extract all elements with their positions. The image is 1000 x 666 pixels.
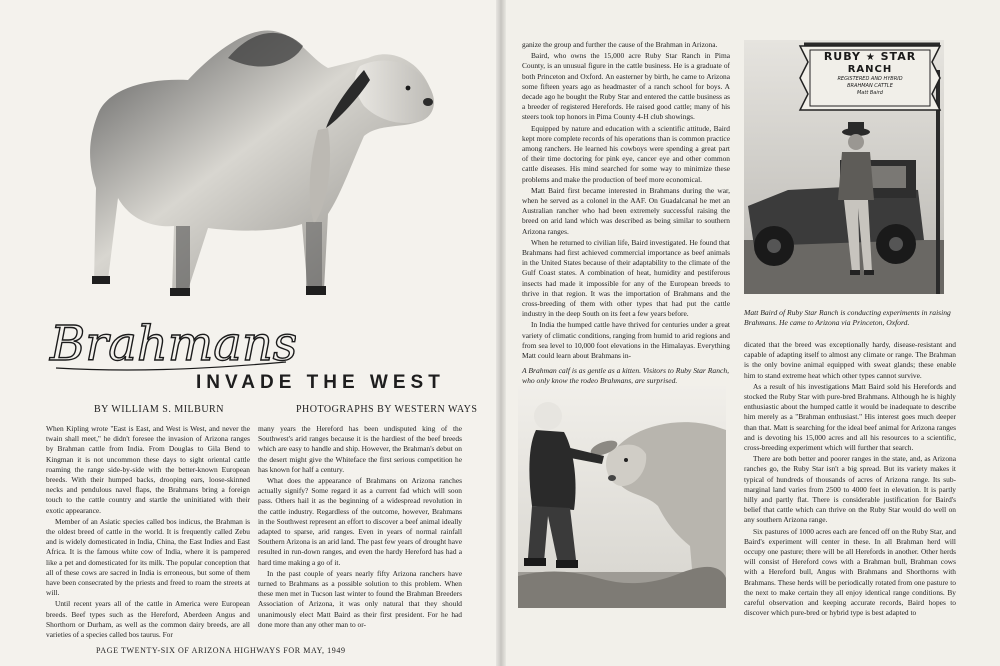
star-icon: ★ [865, 52, 876, 63]
page-footer: PAGE TWENTY-SIX OF ARIZONA HIGHWAYS FOR MAY, 1949 [96, 646, 346, 655]
right-page [500, 0, 1000, 666]
calf-photo-caption: A Brahman calf is as gentle as a kitten. Visitors to Ruby Star Ranch, who only know the rodeo Brahmans, are surprised. [522, 366, 730, 385]
paragraph: many years the Hereford has been undisputed king of the Southwest's arid ranges because it is the hardiest of the beef breeds which are easy to handle and ship. However, the Brahman's debut on the desert might give the Whiteface the first serious competition he has known for half a century. [258, 424, 462, 474]
paragraph: Six pastures of 1000 acres each are fenced off on the Ruby Star, and Baird's experiment will center in these. In all Brahman herd will occupy one pasture; there will be all Herefords in another. Other herds will consist of Hereford cows with a Brahman bull, Brahman cows with a Hereford bull, Angus with Brahmans and Shorthorns with Brahmans. These herds will be periodically rotated from one pasture to the next to make certain they all enjoy identical range conditions. By careful observation and keeping accurate records, Baird hopes to discover which pure-bred or hybrid type is best adapted to [744, 526, 956, 618]
photographer-credit: PHOTOGRAPHS BY WESTERN WAYS [296, 404, 478, 415]
sign-ruby: RUBY [823, 50, 861, 63]
paragraph: Matt Baird first became interested in Brahmans during the war, when he served as a colonel in the AAF. On Guadalcanal he met an Australian rancher who had been extremely successful raising the breed on arid land which was described as being similar to southern Arizona ranges. [522, 185, 730, 236]
sign-owner: Matt Baird [856, 90, 883, 96]
paragraph: dicated that the breed was exceptionally hardy, disease-resistant and capable of adapting itself to almost any climate or range. The Brahman is the only bovine animal equipped with sweat glands; these enable him to stand extreme heat which other types cannot survive. [744, 340, 956, 380]
paragraph: What does the appearance of Brahmans on Arizona ranches actually signify? Some regard it as a current fad which will soon pass. Others hail it as the beginning of a widespread revolution in the cattle industry. Regardless of the outcome, however, Brahmans in the Southwest represent an effort to discover a beef animal ideally adapted to sparse, arid ranges. Even in years of normal rainfall Southern Arizona is an arid land. The past few years of drought have resulted in run-down ranges, and even the hardy Hereford has had a hard time making a go of it. [258, 476, 462, 567]
title-script-text: Brahmans [50, 316, 296, 372]
ranch-owner-jeep-photo [744, 40, 944, 294]
sign-registered: REGISTERED AND HYBRID [837, 76, 903, 82]
title-script [46, 312, 296, 376]
sign-star: STAR [880, 50, 917, 63]
paragraph: There are both better and poorer ranges in the state, and, as Arizona ranches go, the Ruby Star isn't a big spread. But its variety makes it typical of hundreds of thousands of acres of Arizona range. Its sub-marginal land varies from 2500 to 4000 feet in elevation. It is partly hilly and partly flat. There is considerable justification for Baird's belief that cattle which can thrive on the Ruby Star would do well on any southern Arizona range. [744, 454, 956, 525]
paragraph: In the past couple of years nearly fifty Arizona ranchers have turned to Brahmans as a possible solution to this problem. When these men met in Tucson last winter to found the Brahman Breeders Association of Arizona, it was only natural that they should unanimously elect Matt Baird as their first president. For he had done more than any other man to or- [258, 568, 462, 629]
paragraph: When he returned to civilian life, Baird investigated. He found that Brahmans had first achieved commercial importance as beef animals in the United States because of their adaptability to the climate of the Gulf Coast states. A combination of heat, humidity and pestiferous insects had made it impossible for any of the European breeds to thrive in that region. It was the importation of Brahmans and the cross-breeding of them with other types that had put the cattle industry in the deep South on its feet a few years before. [522, 237, 730, 319]
page-gutter [496, 0, 506, 666]
title-caps: INVADE THE WEST [196, 372, 445, 393]
ranch-photo-caption: Matt Baird of Ruby Star Ranch is conducting experiments in raising Brahmans. He came to Arizona via Princeton, Oxford. [744, 308, 951, 327]
paragraph: In India the humped cattle have thrived for centuries under a great variety of climatic conditions, ranging from humid to arid regions and from sea level to 10,000 foot elevations in the Himalayas. Everything Matt could learn about Brahmans in- [522, 320, 730, 361]
sign-ranch: RANCH [847, 64, 893, 75]
article-column-3 [522, 40, 730, 364]
boy-with-calf-photo [518, 386, 726, 608]
article-column-2 [258, 424, 462, 656]
author-byline: BY WILLIAM S. MILBURN [94, 404, 224, 415]
article-column-4 [744, 340, 956, 666]
paragraph: Member of an Asiatic species called bos indicus, the Brahman is the oldest breed of cattle in the world. It is frequently called Zebu and is widely domesticated in India, China, the East Indies and East Africa. It is the famous white cow of India, where it is pampered like a pet and domesticated for its milk. The popular conception that all of these cows are sacred in India is erroneous, but some of them have been consecrated by the priests and freed to roam the streets at will. [46, 516, 250, 598]
sign-brahman-cattle: BRAHMAN CATTLE [847, 83, 893, 89]
paragraph: Equipped by nature and education with a scientific attitude, Baird kept more complete records of his operations than is common practice among ranchers. He learned his cowboys were spending a great part of their time doctoring for pink eye, cancer eye and other common cattle diseases. His mind searched for some way to minimize these problems and make the production of beef more economical. [522, 123, 730, 184]
brahman-bull-photo [78, 18, 448, 310]
paragraph: When Kipling wrote "East is East, and West is West, and never the twain shall meet," he didn't foresee the invasion of Arizona ranges by Brahman cattle from India. From Douglas to Gila Bend to Kingman it is not uncommon these days to sight oriental cattle roaming the range side-by-side with the better-known European breeds. With their humped backs, drooping ears, loose-skinned necks and pendulous navel flaps, the Brahmans bring a foreign touch to the cattle country and startle the uninitiated with their exotic appearance. [46, 424, 250, 515]
ranch-sign [810, 50, 930, 106]
paragraph: Baird, who owns the 15,000 acre Ruby Star Ranch in Pima County, is an unusual figure in the cattle business. He is a graduate of both Princeton and Oxford. An easterner by birth, he came to Arizona some fifteen years ago as headmaster of a ranch school for boys. A decade ago he bought the Ruby Star and entered the cattle business as a breeder of registered Herefords. He raised good cattle; many of his steers took top honors in Pima County 4-H club showings. [522, 51, 730, 122]
paragraph: ganize the group and further the cause of the Brahman in Arizona. [522, 40, 718, 49]
paragraph: As a result of his investigations Matt Baird sold his Herefords and stocked the Ruby Star with pure-bred Brahmans. Although he is highly enthusiastic about the humped cattle it would be inadequate to describe him merely as a "Brahman enthusiast." His interest goes much deeper than that. Matt is searching for the ideal beef animal for Arizona ranges and is devoting his 15,000 acres and all his resources to a scientific, cross-breeding experiment which will further that search. [744, 381, 956, 453]
article-column-1 [46, 424, 250, 656]
paragraph: Until recent years all of the cattle in America were European breeds. Beef types such as the Hereford, Aberdeen Angus and Shorthorn or Durham, as well as the common dairy breeds, are all varieties of a species called bos taurus. For [46, 599, 250, 640]
